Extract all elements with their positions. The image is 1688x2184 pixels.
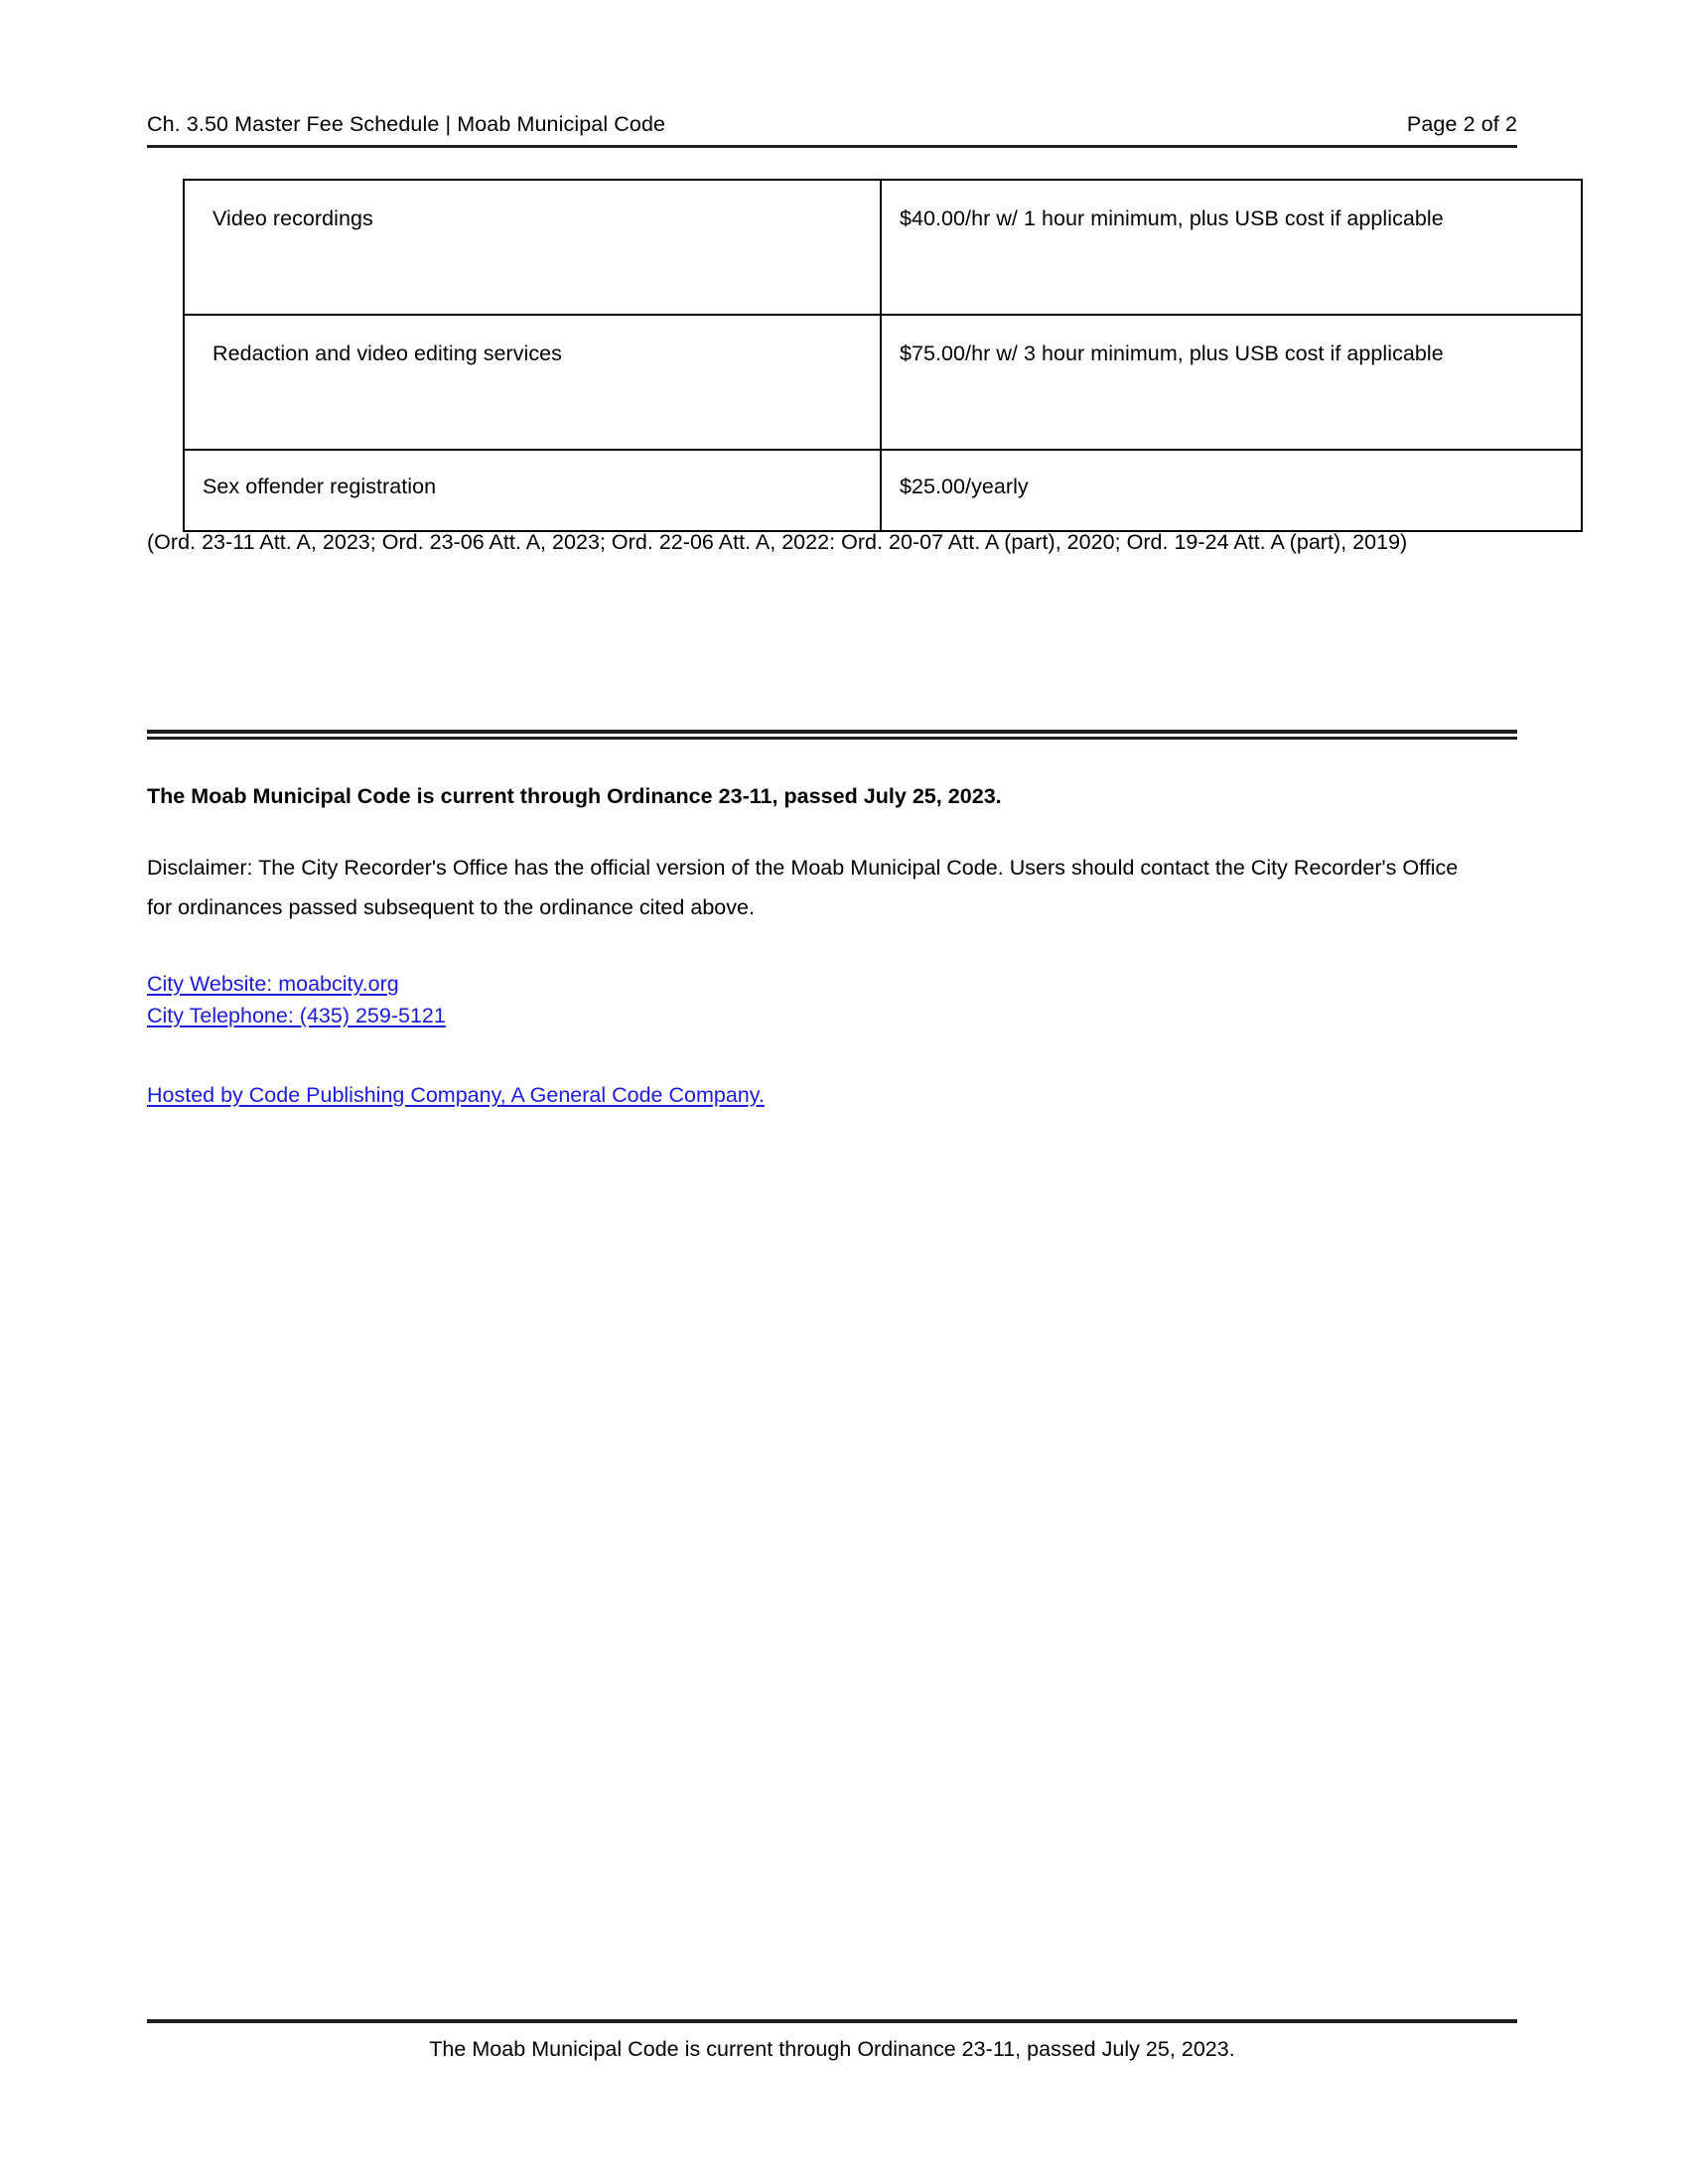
code-publishing-host-link[interactable]: Hosted by Code Publishing Company, A General Code Company. — [147, 1083, 765, 1107]
fee-amount-cell — [881, 180, 1582, 315]
section-divider — [147, 730, 1517, 740]
divider-line-top — [147, 730, 1517, 734]
fee-item-label: Sex offender registration — [203, 475, 437, 498]
page-footer-text: The Moab Municipal Code is current through Ordinance 23-11, passed July 25, 2023. — [429, 2037, 1235, 2061]
fee-item-cell — [184, 315, 881, 450]
header-title: Ch. 3.50 Master Fee Schedule | Moab Municipal Code — [147, 112, 666, 136]
fee-amount-label: $40.00/hr w/ 1 hour minimum, plus USB cost if applicable — [900, 206, 1444, 230]
code-current-statement: The Moab Municipal Code is current through Ordinance 23-11, passed July 25, 2023. — [147, 784, 1002, 808]
city-website-link[interactable]: City Website: moabcity.org — [147, 972, 399, 996]
running-header — [147, 111, 1517, 139]
header-divider — [147, 145, 1517, 148]
fee-item-label: Redaction and video editing services — [212, 341, 562, 365]
table-row — [184, 315, 1582, 450]
fee-amount-label: $25.00/yearly — [900, 475, 1029, 498]
host-link-group — [147, 1080, 1517, 1112]
page-indicator: Page 2 of 2 — [1406, 112, 1517, 136]
city-telephone-link[interactable]: City Telephone: (435) 259-5121 — [147, 1003, 446, 1027]
table-row — [184, 180, 1582, 315]
fee-schedule-table — [183, 179, 1583, 532]
fee-amount-label: $75.00/hr w/ 3 hour minimum, plus USB cost if applicable — [900, 341, 1444, 365]
ordinance-citation: (Ord. 23-11 Att. A, 2023; Ord. 23-06 Att. A, 2023; Ord. 22-06 Att. A, 2022: Ord. 20-07 Att. A (part), 2020; Ord. 19-24 Att. A (part), 2019) — [147, 530, 1408, 554]
fee-amount-cell — [881, 315, 1582, 450]
fee-amount-cell — [881, 450, 1582, 531]
fee-item-label: Video recordings — [212, 206, 373, 230]
divider-line-bottom — [147, 737, 1517, 740]
fee-item-cell — [184, 450, 881, 531]
table-row — [184, 450, 1582, 531]
disclaimer-text: Disclaimer: The City Recorder's Office has the official version of the Moab Municipal Code. Users should contact the City Recorder's Office for ordinances passed subsequent to the ordinance cited above. — [147, 856, 1459, 919]
fee-item-cell — [184, 180, 881, 315]
contact-links-group — [147, 969, 1517, 1031]
footer-divider — [147, 2019, 1517, 2023]
